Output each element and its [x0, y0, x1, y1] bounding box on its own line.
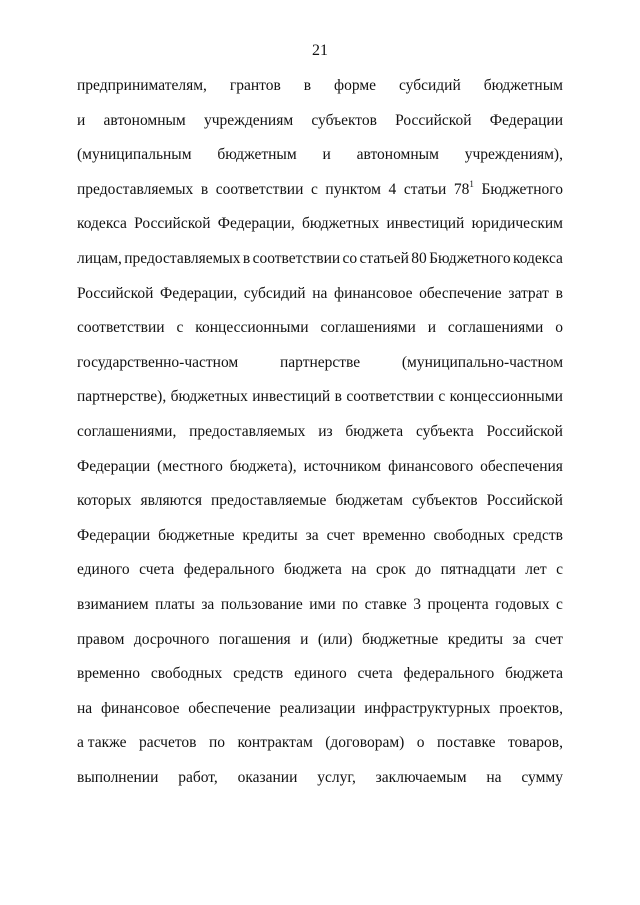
- word: единого: [77, 561, 130, 579]
- word: финансового: [388, 457, 474, 475]
- word: бюджетным: [483, 77, 563, 94]
- word: бюджета: [505, 665, 563, 683]
- word: инвестиций: [252, 388, 331, 406]
- word: проектов,: [499, 699, 563, 717]
- word: лицам,: [77, 249, 122, 267]
- word: Российской: [395, 111, 472, 129]
- word: с: [556, 595, 563, 613]
- word: Российской: [486, 492, 563, 510]
- word: с: [438, 388, 446, 406]
- word: с: [176, 319, 184, 337]
- text-line: [77, 492, 563, 527]
- word: юридическим: [471, 215, 563, 233]
- word: (или): [317, 630, 353, 648]
- word: (муниципально-частном: [401, 353, 563, 371]
- word: статьи: [403, 180, 447, 198]
- word: кредиты: [242, 526, 298, 544]
- word: 4: [388, 180, 397, 198]
- word: инвестиций: [386, 215, 465, 233]
- word: на: [486, 768, 502, 786]
- word: пунктом: [325, 180, 381, 198]
- word: бюджета: [345, 422, 404, 440]
- word: с: [310, 180, 318, 198]
- word: по: [342, 595, 359, 613]
- word: кредиты: [447, 630, 504, 648]
- word: 3: [413, 595, 421, 613]
- word: о: [416, 734, 425, 752]
- text-line: [77, 215, 563, 250]
- word: средств: [512, 526, 563, 544]
- word: субъекта: [415, 422, 474, 440]
- word: соответствии: [346, 388, 434, 406]
- text-line: [77, 631, 563, 666]
- word: Федерации: [489, 111, 563, 129]
- word: Федерации: [77, 457, 151, 475]
- word: работ,: [178, 768, 218, 786]
- word: на: [77, 699, 93, 717]
- word: кодекса: [512, 249, 563, 267]
- word: процента: [427, 595, 489, 613]
- word: партнерстве: [279, 353, 361, 371]
- word: Бюджетного: [429, 249, 511, 267]
- word: предоставляемых: [77, 180, 194, 198]
- word: в: [303, 77, 312, 94]
- word: счет: [326, 526, 355, 544]
- word: учреждениям: [203, 111, 294, 129]
- word: погашения: [218, 630, 291, 648]
- word: счет: [534, 630, 563, 648]
- word: годовых: [495, 595, 550, 613]
- word: средств: [233, 665, 284, 683]
- word: (муниципальным: [77, 146, 192, 164]
- word: соответствии: [77, 319, 165, 337]
- word: Федерации,: [217, 215, 295, 233]
- word: и: [322, 146, 331, 164]
- word: за: [305, 526, 319, 544]
- word: поставке: [437, 734, 496, 752]
- word: ими: [309, 595, 336, 613]
- word: за: [512, 630, 526, 648]
- word: на: [312, 284, 328, 302]
- word: единого: [294, 665, 347, 683]
- word: до: [415, 561, 432, 579]
- word: бюджетам: [335, 492, 403, 510]
- text-line: [77, 146, 563, 181]
- word: товаров,: [507, 734, 563, 752]
- word: Российской: [134, 215, 211, 233]
- word: в: [334, 388, 342, 406]
- word: Федерации,: [160, 284, 238, 302]
- word: сумму: [521, 768, 563, 786]
- word: предоставляемых: [124, 249, 241, 267]
- text-line: [77, 354, 563, 389]
- word: затрат: [508, 284, 549, 302]
- text-line: [77, 319, 563, 354]
- word: 80: [411, 249, 427, 267]
- word: субъектов: [311, 111, 377, 129]
- word: предоставляемые: [210, 492, 327, 510]
- word: в: [555, 284, 563, 302]
- word: соответствии: [252, 249, 341, 267]
- word: субсидий: [398, 77, 461, 94]
- word: грантов: [229, 77, 281, 94]
- word: реализации: [279, 699, 356, 717]
- word: бюджетные: [158, 526, 235, 544]
- word: обеспечения: [480, 457, 563, 475]
- text-line: [77, 250, 563, 285]
- text-line: [77, 561, 563, 596]
- word: свободных: [150, 665, 223, 683]
- word: счета: [139, 561, 175, 579]
- text-line: [77, 700, 563, 735]
- word: финансовое: [101, 699, 180, 717]
- word: временно: [362, 526, 426, 544]
- word: по: [208, 734, 225, 752]
- word: форме: [334, 77, 377, 94]
- word: контрактам: [237, 734, 313, 752]
- text-line: [77, 665, 563, 700]
- word: пятнадцати: [440, 561, 516, 579]
- word: в: [200, 180, 209, 198]
- word: пользование: [220, 595, 303, 613]
- text-line: [77, 77, 563, 112]
- word: (договорам): [325, 734, 405, 752]
- text-line: [77, 285, 563, 320]
- word: концессионными: [195, 319, 309, 337]
- word: а также: [77, 734, 127, 752]
- word: бюджетных: [170, 388, 248, 406]
- word: расчетов: [138, 734, 197, 752]
- text-line: [77, 734, 563, 769]
- text-line: [77, 596, 563, 631]
- word: являются: [140, 492, 202, 510]
- word: обеспечение: [419, 284, 502, 302]
- word: $78^1$: [453, 178, 474, 198]
- word: Бюджетного: [481, 180, 563, 198]
- text-line: [77, 178, 563, 216]
- word: федерального: [403, 665, 495, 683]
- word: взиманием: [77, 595, 149, 613]
- text-line: [77, 423, 563, 458]
- word: субъектов: [411, 492, 478, 510]
- word: в: [242, 249, 251, 267]
- word: предпринимателям,: [77, 77, 207, 94]
- word: бюджетных: [302, 215, 380, 233]
- word: и: [300, 630, 309, 648]
- word: концессионными: [449, 388, 563, 406]
- word: источником: [303, 457, 382, 475]
- word: лет: [525, 561, 547, 579]
- footnote-superscript: 1: [469, 178, 474, 189]
- word: за: [201, 595, 215, 613]
- word: бюджета),: [229, 457, 297, 475]
- word: которых: [77, 492, 132, 510]
- page-number: 21: [312, 42, 328, 59]
- word: Федерации: [77, 526, 151, 544]
- word: со: [342, 249, 358, 267]
- word: соглашениями: [447, 319, 544, 337]
- word: партнерстве),: [77, 388, 167, 406]
- word: свободных: [433, 526, 505, 544]
- word: государственно-частном: [77, 353, 239, 371]
- word: временно: [77, 665, 140, 683]
- word: бюджетным: [217, 146, 297, 164]
- word: соглашениями: [320, 319, 416, 337]
- word: автономным: [103, 111, 186, 129]
- word: правом: [77, 630, 125, 648]
- word: субсидий: [243, 284, 306, 302]
- word: на: [351, 561, 367, 579]
- text-line: [77, 527, 563, 562]
- word: бюджетные: [361, 630, 439, 648]
- word: Российской: [77, 284, 154, 302]
- text-line: [77, 769, 563, 804]
- word: финансовое: [334, 284, 413, 302]
- word: срок: [376, 561, 406, 579]
- word: кодекса: [77, 215, 127, 233]
- word: соглашениями,: [77, 422, 177, 440]
- word: с: [556, 561, 563, 579]
- word: ставке: [364, 595, 407, 613]
- word: из: [318, 422, 333, 440]
- word: Российской: [486, 422, 563, 440]
- word: автономным: [356, 146, 439, 164]
- word: о: [555, 319, 563, 337]
- word: и: [427, 319, 436, 337]
- text-line: [77, 388, 563, 423]
- word: обеспечение: [188, 699, 271, 717]
- word: бюджета: [284, 561, 342, 579]
- word: соответствии: [215, 180, 304, 198]
- word: выполнении: [77, 768, 159, 786]
- word: статьей: [359, 249, 409, 267]
- word: заключаемым: [375, 768, 467, 786]
- body-text: [77, 77, 563, 803]
- word: предоставляемых: [189, 422, 306, 440]
- word: услуг,: [317, 768, 356, 786]
- word: (местного: [157, 457, 223, 475]
- text-line: [77, 458, 563, 493]
- word: и: [77, 111, 86, 129]
- text-line: [77, 112, 563, 147]
- word: досрочного: [133, 630, 210, 648]
- word: оказании: [237, 768, 298, 786]
- word: инфраструктурных: [364, 699, 491, 717]
- word: платы: [155, 595, 195, 613]
- word: федерального: [183, 561, 275, 579]
- word: учреждениям),: [464, 146, 563, 164]
- word: счета: [357, 665, 393, 683]
